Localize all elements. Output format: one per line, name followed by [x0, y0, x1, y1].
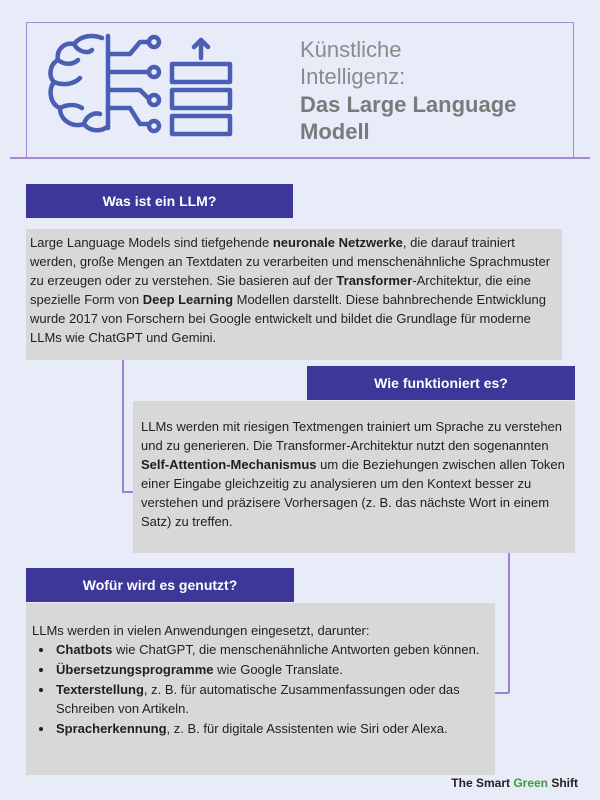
- header-title-line2: Intelligenz:: [300, 64, 406, 89]
- section2-heading-text: Wie funktioniert es?: [374, 375, 508, 391]
- text-bold: Chatbots: [56, 642, 113, 657]
- text-bold: neuronale Netzwerke: [272, 235, 403, 250]
- text-span: Modellen darstellt. Diese bahnbrechende Entwicklung wurde 2017 von Forschern bei Google entwickelt und bildet die Grundlage für moderne LLMs wie ChatGPT und Gemini.: [30, 292, 546, 345]
- connector-line: [122, 360, 124, 492]
- header-divider: [10, 157, 590, 159]
- section2-paragraph: [141, 417, 567, 531]
- header-title-line1: Künstliche: [300, 37, 402, 62]
- list-item: [54, 640, 487, 659]
- section1-heading-text: Was ist ein LLM?: [102, 193, 217, 209]
- section3-textbox: [26, 603, 495, 775]
- list-item: [54, 680, 487, 718]
- usage-list: [32, 640, 487, 738]
- text-bold: Texterstellung: [56, 682, 144, 697]
- brand-logo: [451, 776, 578, 790]
- brand-text: The Smart: [451, 776, 514, 790]
- brand-text-green: Green: [513, 776, 548, 790]
- text-span: , die darauf trainiert werden, große Mengen an Textdaten zu verarbeiten und menschenähnliche Sprachmuster zu erzeugen oder zu verstehen. Sie basieren auf der: [30, 235, 551, 288]
- brain-circuit-icon: [44, 28, 244, 140]
- header-subtitle: [300, 91, 560, 145]
- section3-intro: LLMs werden in vielen Anwendungen eingesetzt, darunter:: [32, 623, 370, 638]
- text-bold: Übersetzungsprogramme: [56, 662, 214, 677]
- section2-heading: [307, 366, 575, 400]
- text-span: um die Beziehungen zwischen allen Token einer Eingabe gleichzeitig zu analysieren um den Kontext besser zu verstehen und präzisere Vorhersagen (z. B. das nächste Wort in einem Satz) zu treffen.: [141, 457, 565, 529]
- text-bold: Transformer: [336, 273, 413, 288]
- brand-text: Shift: [548, 776, 578, 790]
- text-span: , z. B. für digitale Assistenten wie Siri oder Alexa.: [166, 721, 448, 736]
- text-span: Large Language Models sind tiefgehende: [30, 235, 273, 250]
- text-span: -Architektur, die eine spezielle Form von: [30, 273, 531, 307]
- text-span: LLMs werden mit riesigen Textmengen trainiert um Sprache zu verstehen und zu generieren. Die Transformer-Architektur nutzt den sogenannten: [141, 419, 563, 453]
- header-title: [300, 36, 560, 90]
- section3-heading: [26, 568, 294, 602]
- text-span: wie ChatGPT, die menschenähnliche Antworten geben können.: [112, 642, 480, 657]
- connector-line: [508, 553, 510, 693]
- connector-line: [494, 692, 509, 694]
- section1-paragraph: [30, 233, 556, 347]
- section1-textbox: [26, 229, 562, 360]
- list-item: [54, 719, 487, 738]
- section1-heading: [26, 184, 293, 218]
- section2-textbox: [133, 401, 575, 553]
- text-bold: Deep Learning: [142, 292, 234, 307]
- header-subtitle-line2: Modell: [300, 119, 370, 144]
- header-subtitle-line1: Das Large Language: [300, 92, 517, 117]
- list-item: [54, 660, 487, 679]
- text-bold: Spracherkennung: [56, 721, 167, 736]
- text-bold: Self-Attention-Mechanismus: [141, 457, 317, 472]
- text-span: wie Google Translate.: [213, 662, 343, 677]
- section3-heading-text: Wofür wird es genutzt?: [82, 577, 238, 593]
- text-span: , z. B. für automatische Zusammenfassungen oder das Schreiben von Artikeln.: [56, 682, 460, 716]
